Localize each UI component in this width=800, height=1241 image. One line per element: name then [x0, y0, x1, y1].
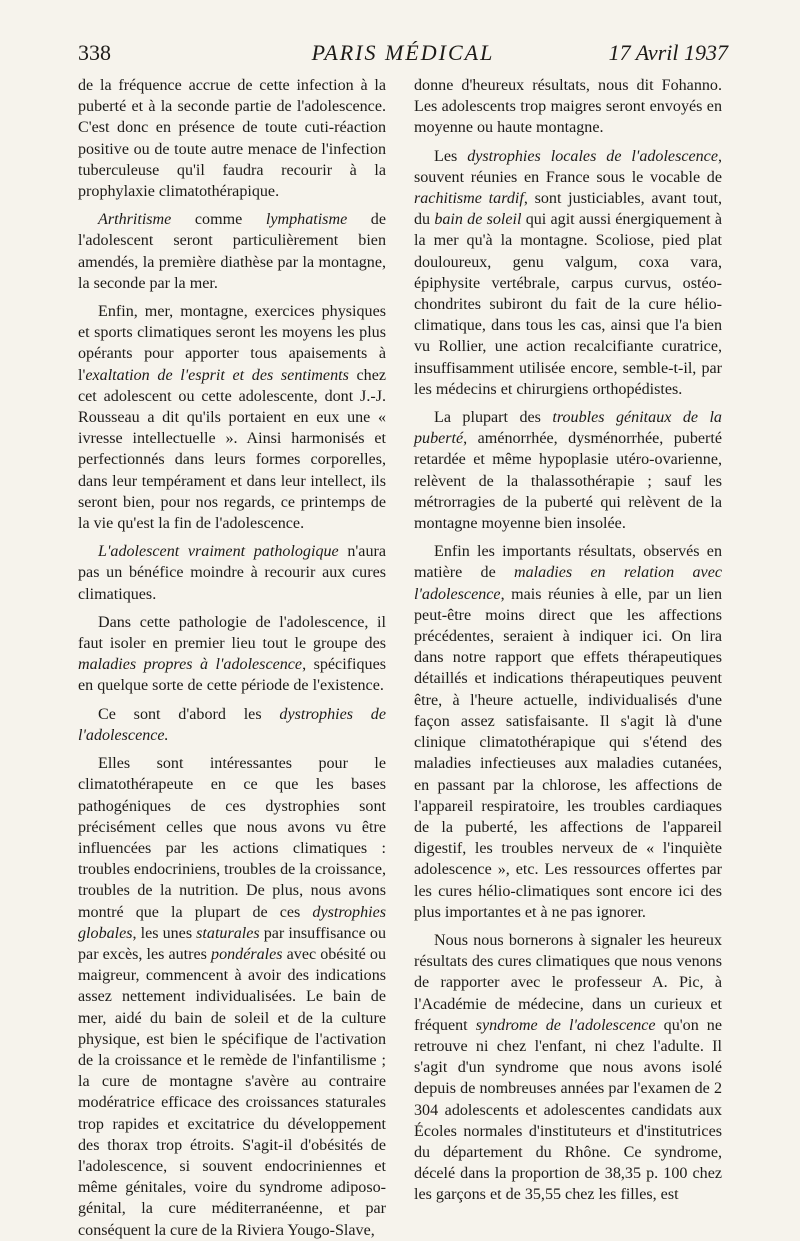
paragraph: Ce sont d'abord les dystrophies de l'adolescence. [78, 705, 386, 744]
paragraph: Les dystrophies locales de l'adolescence, souvent réunies en France sous le vocable de rachitisme tardif, sont justiciables, avant tout, du bain de soleil qui agit aussi énergiquement à la mer qu'à la montagne. Scoliose, pied plat douloureux, genu valgum, coxa vara, épiphysite vertébrale, carpus curvus, ostéo-chondrites subiront du fait de la cure hélio-climatique, dans tous les cas, ainsi que l'a bien vu Rollier, une action recalcifiante curatrice, insuffisamment utilisée encore, semble-t-il, par les médecins et chirurgiens orthopédistes. [414, 147, 722, 398]
paragraph: Enfin les importants résultats, observés en matière de maladies en relation avec l'adolescence, mais réunies à elle, par un lien peut-être moins direct que les affections précédentes, seraient à indiquer ici. On lira dans notre rapport que effets thérapeutiques détaillés et indications thérapeutiques peuvent être, à l'heure actuelle, individualisés d'une façon assez satisfaisante. Il s'agit là d'une clinique climatothérapique qui s'étend des maladies infectieuses aux maladies cutanées, en passant par la chlorose, les affections de l'appareil respiratoire, les troubles cardiaques de la puberté, les affections de l'appareil digestif, les troubles nerveux de « l'inquiète adolescence », etc. Les ressources offertes par les cures hélio-climatiques sont encore ici des plus importantes et à ne pas ignorer. [414, 543, 722, 921]
issue-date: 17 Avril 1937 [608, 40, 728, 65]
paragraph: L'adolescent vraiment pathologique n'aura pas un bénéfice moindre à recourir aux cures climatiques. [78, 543, 386, 603]
paragraph: La plupart des troubles génitaux de la puberté, aménorrhée, dysménorrhée, puberté retardée et même hypoplasie utéro-ovarienne, relèvent de la thalassothérapie ; sauf les métrorragies de la puberté qui relèvent de la montagne moyenne bien insolée. [414, 409, 722, 533]
paragraph: donne d'heureux résultats, nous dit Fohanno. Les adolescents trop maigres seront envoyés en moyenne ou haute montagne. [414, 77, 722, 137]
right-column [414, 75, 722, 1206]
paragraph: de la fréquence accrue de cette infection à la puberté et à la seconde partie de l'adolescence. C'est donc en présence de toute cuti-réaction positive ou de toute autre menace de l'infection tuberculeuse qu'il faudra recourir à la prophylaxie climatothérapique. [78, 77, 386, 201]
paragraph: Elles sont intéressantes pour le climatothérapeute en ce que les bases pathogéniques de ces dystrophies sont précisément celles que nous avons vu être influencées par les actions climatiques : troubles endocriniens, troubles de la croissance, troubles de la nutrition. De plus, nous avons montré que la plupart de ces dystrophies globales, les unes staturales par insuffisance ou par excès, les autres pondérales avec obésité ou maigreur, commencent à avoir des indications assez nettement individualisées. Le bain de mer, aidé du bain de soleil et de la culture physique, est bien le spécifique de l'activation de la croissance et le remède de l'infantilisme ; la cure de montagne s'avère au contraire modératrice efficace des croissances staturales trop rapides et excitatrice du développement des thorax trop étroits. S'agit-il d'obésités de l'adolescence, si souvent endocriniennes et même génitales, voire du syndrome adiposo-génital, la cure méditerranéenne, et par conséquent la cure de la Riviera Yougo-Slave, [78, 755, 386, 1239]
paragraph: Arthritisme comme lymphatisme de l'adolescent seront particulièrement bien amendés, la première diathèse par la montagne, la seconde par la mer. [78, 211, 386, 292]
paragraph: Nous nous bornerons à signaler les heureux résultats des cures climatiques que nous venons de rapporter avec le professeur A. Pic, à l'Académie de médecine, dans un curieux et fréquent syndrome de l'adolescence qu'on ne retrouve ni chez l'enfant, ni chez l'adulte. Il s'agit d'un syndrome que nous avons isolé depuis de nombreuses années par l'examen de 2 304 adolescents et adolescentes candidats aux Écoles normales d'instituteurs et d'institutrices du département du Rhône. Ce syndrome, décelé dans la proportion de 38,35 p. 100 chez les garçons et de 35,55 chez les filles, est [414, 931, 723, 1204]
journal-title: PARIS MÉDICAL [311, 40, 495, 65]
left-column [78, 75, 386, 1241]
running-header [78, 40, 728, 70]
paragraph: Enfin, mer, montagne, exercices physiques et sports climatiques seront les moyens les plus opérants pour apporter tous apaisements à l'exaltation de l'esprit et des sentiments chez cet adolescent ou cette adolescente, dont J.-J. Rousseau a dit qu'ils portaient en eux une « ivresse intellectuelle ». Ainsi harmonisés et perfectionnés dans leurs formes corporelles, dans leur tempérament et dans leur intellect, ils seront bien, pour nos regards, ce printemps de la vie qu'est la fin de l'adolescence. [78, 303, 387, 533]
page-number: 338 [78, 40, 111, 65]
paragraph: Dans cette pathologie de l'adolescence, il faut isoler en premier lieu tout le groupe des maladies propres à l'adolescence, spécifiques en quelque sorte de cette période de l'existence. [78, 613, 386, 695]
